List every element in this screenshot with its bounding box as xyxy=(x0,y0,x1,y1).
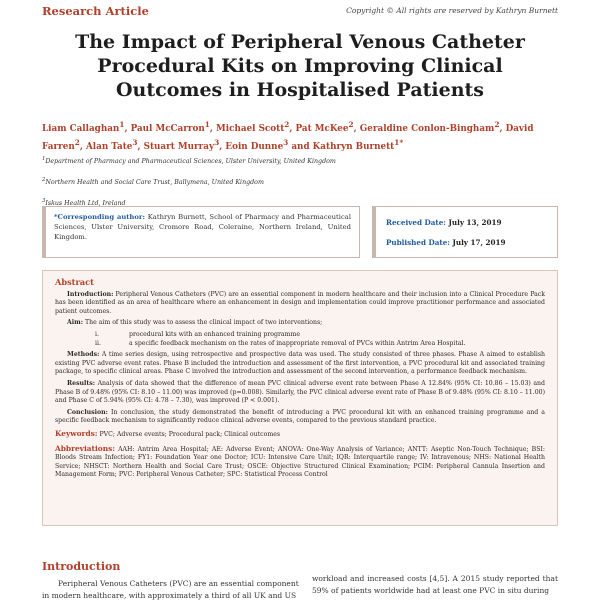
section-text: The aim of this study was to assess the clinical impact of two interventions; xyxy=(84,319,323,327)
section-label: Introduction: xyxy=(67,290,114,298)
published-date-label: Published Date: xyxy=(386,238,450,247)
section-text: Analysis of data showed that the difference of mean PVC clinical adverse event rate between Phase A 12.84% (95% CI: 10.86 – 15.03) and Phase B of 9.48% (95% CI: 8.10 – 11.00) was improved (p=0.008). Similarly, the PVC clinical adverse event rate of Phase B of 9.48% (95% CI: 8.10 – 11.00) and Phase C of 5.94% (95% CI: 4.78 – 7.30), was improved (P < 0.001). xyxy=(55,379,545,405)
corresponding-author-box xyxy=(42,206,360,258)
abbreviations xyxy=(55,445,545,480)
published-date-row xyxy=(386,233,547,253)
author-affil-sup: 1* xyxy=(394,137,404,147)
title-line: Outcomes in Hospitalised Patients xyxy=(115,79,485,101)
author-affil-sup: 2 xyxy=(74,137,80,147)
introduction-right-column: workload and increased costs [4,5]. A 2015 study reported that 59% of patients worldwide had at least one PVC in situ during xyxy=(312,574,558,595)
author-affil-sup: 3 xyxy=(132,137,138,147)
aim-item-number: ii. xyxy=(95,339,101,347)
author-name: Geraldine Conlon-Bingham xyxy=(359,123,495,134)
author-name: Stuart Murray xyxy=(143,141,215,152)
affiliation-sup: 1 xyxy=(42,156,46,162)
keywords-text: PVC; Adverse events; Procedural pack; Clinical outcomes xyxy=(99,430,281,438)
received-date-row xyxy=(386,213,547,233)
title-line: Procedural Kits on Improving Clinical xyxy=(97,55,503,77)
section-label: Results: xyxy=(67,379,96,387)
aim-item xyxy=(95,331,545,340)
abstract-conclusion xyxy=(55,409,545,426)
author-name: Pat McKee xyxy=(295,123,349,134)
affiliation-text: Iskus Health Ltd, Ireland xyxy=(45,200,126,208)
abbreviations-label: Abbreviations: xyxy=(55,443,115,453)
author-list: Liam Callaghan$^1$, Paul McCarron$^1$, Michael Scott$^2$, Pat McKee$^2$, Geraldine Conlon-Bingham$^2$, David Farren$^2$, Alan Tate$^3$, Stuart Murray$^3$, Eoin Dunne$^3$ and Kathryn Burnett$^{1*}$ xyxy=(42,120,534,152)
affiliation xyxy=(42,171,336,192)
keywords xyxy=(55,430,545,440)
author-affil-sup: 3 xyxy=(214,137,220,147)
author-affil-sup: 2 xyxy=(348,120,354,129)
author-affil-sup: 2 xyxy=(284,120,290,129)
affiliation-sup: 2 xyxy=(42,177,46,184)
section-text: A time series design, using retrospective and prospective data was used. The study consisted of three phases. Phase A aimed to establish existing PVC adverse event rates. Phase B included the introduction and assessment of the first intervention, a PVC procedural kit and associated training package, to specific clinical areas. Phase C involved the introduction and assessment of the second intervention, a performance feedback mechanism. xyxy=(55,351,545,376)
corresponding-author-text: Kathryn Burnett, School of Pharmacy and Pharmaceutical Sciences, Ulster University, Cromore Road, Coleraine, Northern Ireland, United Kingdom. xyxy=(54,213,351,241)
abstract-aim xyxy=(55,319,545,328)
article-type-label: Research Article xyxy=(42,4,149,18)
copyright-notice: Copyright © All rights are reserved by Kathryn Burnett xyxy=(346,6,558,15)
author-name: Eoin Dunne xyxy=(225,141,284,152)
abstract-heading: Abstract xyxy=(55,277,94,287)
affiliation xyxy=(42,150,336,171)
dates-box xyxy=(372,206,558,258)
aim-item-text: a specific feedback mechanism on the rates of inappropriate removal of PVCs within Antrim Area Hospital. xyxy=(129,339,466,347)
affiliation-sup: 3 xyxy=(42,198,46,205)
aim-item-text: procedural kits with an enhanced training programme xyxy=(129,330,301,338)
author-name: Kathryn Burnett xyxy=(312,141,395,152)
keywords-label: Keywords: xyxy=(55,428,98,438)
author-affil-sup: 2 xyxy=(494,120,500,129)
section-text: Peripheral Venous Catheters (PVC) are an essential component in modern healthcare and their inclusion into a Clinical Procedure Pack has been identified as an area of healthcare where an enhancement in design and implementation could improve practitioner performance and associated patient outcomes. xyxy=(55,290,545,315)
author-name: Michael Scott xyxy=(216,123,285,134)
abstract-introduction xyxy=(55,291,545,317)
section-label: Methods: xyxy=(67,351,100,359)
published-date: July 17, 2019 xyxy=(452,238,506,247)
abbreviations-text: AAH: Antrim Area Hospital; AE: Adverse Event; ANOVA: One-Way Analysis of Variance; ANTT: Aseptic Non-Touch Technique; BSI: Bloods Stream Infection; FY1: Foundation Year one Doctor; ICU: Intensive Care Unit; IQR: Interquartile range; IV: Intravenous; NHS: National Health Service; NHSCT: Northern Health and Social Care Trust; OSCE: Objective Structured Clinical Examination; PCIM: Peripheral Cannula Insertion and Management Form; PVC: Peripheral Venous Catheter; SPC: Statistical Process Control xyxy=(55,445,546,479)
corresponding-author-label: *Corresponding author: xyxy=(54,213,146,221)
affiliation-text: Department of Pharmacy and Pharmaceutical Sciences, Ulster University, United Kingdom xyxy=(45,158,336,166)
abstract-results xyxy=(55,380,545,406)
title-line: The Impact of Peripheral Venous Catheter xyxy=(75,31,525,53)
author-name: Paul McCarron xyxy=(130,123,205,134)
section-label: Conclusion: xyxy=(67,408,108,416)
section-text: In conclusion, the study demonstrated the benefit of introducing a PVC procedural kit with an enhanced training programme and a specific feedback mechanism to significantly reduce clinical adverse events, compared to the previous standard practice. xyxy=(55,408,545,425)
page-header xyxy=(42,4,558,22)
received-date: July 13, 2019 xyxy=(448,218,502,227)
author-affil-sup: 3 xyxy=(283,137,289,147)
author-affil-sup: 1 xyxy=(119,120,125,129)
author-name: David Farren xyxy=(42,123,534,152)
abstract-methods xyxy=(55,351,545,377)
author-name: Alan Tate xyxy=(85,141,133,152)
article-title xyxy=(60,30,540,102)
section-label: Aim: xyxy=(67,319,83,327)
author-name: Liam Callaghan xyxy=(42,123,120,134)
aim-list xyxy=(95,331,545,348)
introduction-left-column: Peripheral Venous Catheters (PVC) are an essential component in modern healthcare, with approximately a third of all UK and US xyxy=(42,579,299,600)
aim-item xyxy=(95,340,545,349)
introduction-heading: Introduction xyxy=(42,560,121,573)
aim-item-number: i. xyxy=(95,330,99,338)
affiliation-list xyxy=(42,150,336,213)
affiliation-text: Northern Health and Social Care Trust, Ballymena, United Kingdom xyxy=(45,179,264,187)
received-date-label: Received Date: xyxy=(386,218,446,227)
abstract-box xyxy=(42,270,558,526)
author-affil-sup: 1 xyxy=(204,120,210,129)
